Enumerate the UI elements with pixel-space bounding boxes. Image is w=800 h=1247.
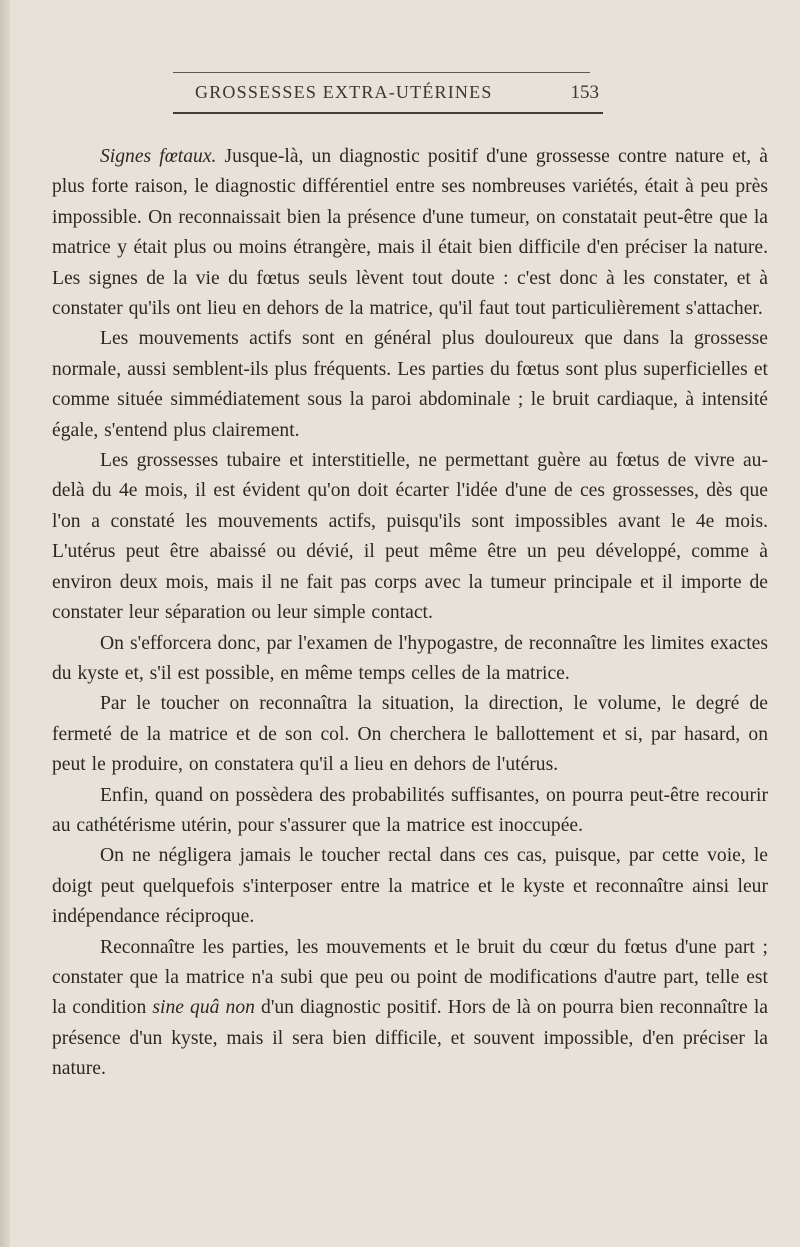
- paragraph-toucher: Par le toucher on reconnaîtra la situation, la direction, le volume, le degré de fermeté de la matrice et de son col. On cherchera le ballottement et si, par hasard, on peut le produire, on constatera qu'il a lieu en dehors de l'utérus.: [52, 693, 768, 776]
- paragraph-mouvements: Les mouvements actifs sont en général plus douloureux que dans la grossesse normale, aussi semblent-ils plus fréquents. Les parties du fœtus sont plus superficielles et comme située simmédiatement sous la paroi abdominale ; le bruit cardiaque, à intensité égale, s'entend plus clairement.: [52, 328, 768, 441]
- header-rule: [173, 112, 603, 114]
- section-heading: Signes fœtaux.: [100, 146, 217, 167]
- paragraph-catheterisme: Enfin, quand on possèdera des probabilités suffisantes, on pourra peut-être recourir au cathétérisme utérin, pour s'assurer que la matrice est inoccupée.: [52, 784, 768, 836]
- page-header: [173, 80, 603, 106]
- paragraph-text: Jusque-là, un diagnostic positif d'une grossesse contre nature et, à plus forte raison, le diagnostic différentiel entre ses nombreuses variétés, était à peu près impossible. On reconnaissait bien la présence d'une tumeur, on constatait peut-être que la matrice y était plus ou moins étrangère, mais il était bien difficile d'en préciser la nature. Les signes de la vie du fœtus seuls lèvent tout doute : c'est donc à les constater, et à constater qu'ils ont lieu en dehors de la matrice, qu'il faut tout particulièrement s'attacher.: [52, 146, 768, 320]
- running-title: GROSSESSES EXTRA-UTÉRINES: [195, 82, 493, 102]
- paragraph-hypogastre: On s'efforcera donc, par l'examen de l'hypogastre, de reconnaître les limites exactes du kyste et, s'il est possible, en même temps celles de la matrice.: [52, 632, 768, 684]
- body-text: [52, 142, 768, 1085]
- book-spine-edge: [0, 0, 10, 1247]
- paragraph-conclusion: [52, 933, 768, 1085]
- latin-phrase: sine quâ non: [152, 997, 255, 1019]
- page-number: 153: [570, 82, 599, 103]
- paragraph-toucher-rectal: On ne négligera jamais le toucher rectal dans ces cas, puisque, par cette voie, le doigt peut quelquefois s'interposer entre la matrice et le kyste et reconnaître ainsi leur indépendance réciproque.: [52, 845, 768, 928]
- paragraph-text: d'un diagnostic positif. Hors de là on pourra bien reconnaître la présence d'un kyste, mais il sera bien difficile, et souvent impossible, d'en préciser la nature.: [52, 997, 769, 1080]
- paragraph-grossesses-tubaire: Les grossesses tubaire et interstitielle, ne permettant guère au fœtus de vivre au-delà du 4e mois, il est évident qu'on doit écarter l'idée d'une de ces grossesses, dès que l'on a constaté les mouvements actifs, puisqu'ils sont impossibles avant le 4e mois. L'utérus peut être abaissé ou dévié, il peut même être un peu développé, comme à environ deux mois, mais il ne fait pas corps avec la tumeur principale et il importe de constater leur séparation ou leur simple contact.: [52, 450, 768, 624]
- top-rule: [173, 72, 590, 73]
- paragraph-text: Reconnaître les parties, les mouvements et le bruit du cœur du fœtus d'une part ; constater que la matrice n'a subi que peu ou point de modifications d'autre part, telle est la condition: [52, 936, 768, 1019]
- paragraph-signes-foetaux: [52, 142, 768, 324]
